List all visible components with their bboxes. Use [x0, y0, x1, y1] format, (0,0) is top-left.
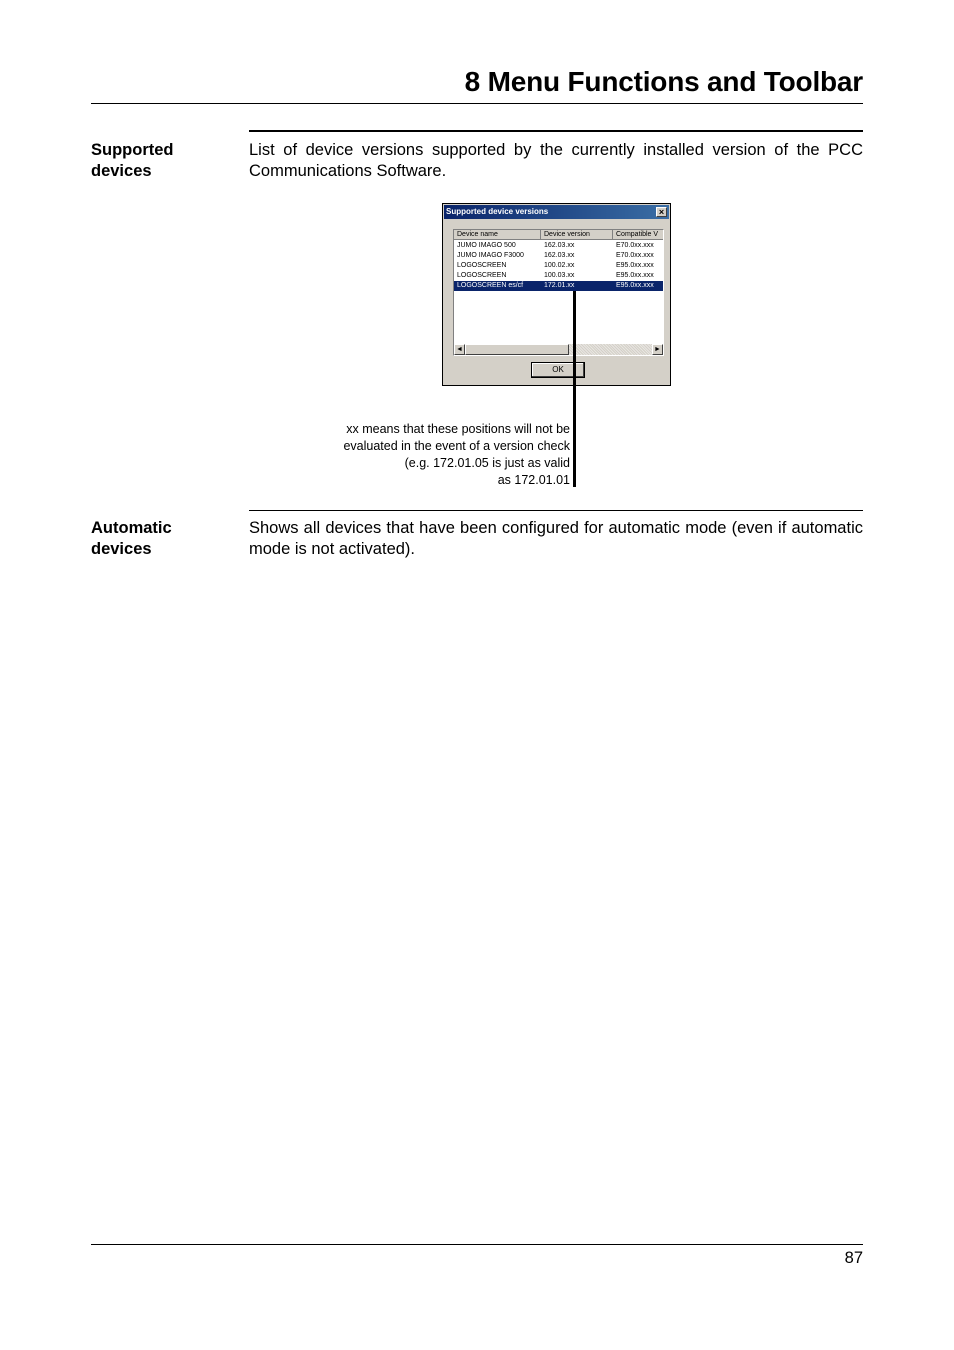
cell-device-version: 100.03.xx: [544, 272, 575, 279]
annotation-line-3: (e.g. 172.01.05 is just as valid: [404, 456, 570, 470]
close-icon[interactable]: ×: [656, 207, 667, 217]
column-header-compatible-version[interactable]: Compatible V: [616, 231, 659, 238]
cell-device-name: LOGOSCREEN es/cf: [457, 282, 524, 289]
footer-divider: [91, 1244, 863, 1245]
dialog-titlebar: [444, 205, 669, 219]
supported-device-versions-dialog: [442, 203, 671, 386]
page-number: 87: [844, 1249, 863, 1267]
term-line-2: devices: [91, 540, 152, 558]
scroll-right-icon[interactable]: ►: [652, 344, 663, 355]
cell-compatible-version: E95.0xx.xxx: [616, 262, 654, 269]
term-line-1: Automatic: [91, 519, 172, 537]
header-divider: [91, 103, 863, 104]
term-line-1: Supported: [91, 141, 174, 159]
term-supported-devices: [91, 140, 241, 182]
list-header: [454, 230, 663, 240]
list-item-selected[interactable]: [454, 281, 663, 291]
column-header-device-name[interactable]: Device name: [454, 230, 541, 240]
cell-device-name: LOGOSCREEN: [457, 262, 507, 269]
dialog-title: Supported device versions: [446, 207, 549, 216]
cell-device-version: 100.02.xx: [544, 262, 575, 269]
section-divider-supported-devices: [249, 130, 863, 132]
cell-compatible-version: E95.0xx.xxx: [616, 272, 654, 279]
cell-device-name: JUMO IMAGO F3000: [457, 252, 524, 259]
chapter-title: 8 Menu Functions and Toolbar: [464, 66, 863, 97]
term-line-2: devices: [91, 162, 152, 180]
cell-compatible-version: E95.0xx.xxx: [616, 282, 654, 289]
cell-device-name: LOGOSCREEN: [457, 272, 507, 279]
scroll-thumb[interactable]: [465, 344, 569, 355]
list-item[interactable]: [454, 241, 663, 251]
device-versions-list[interactable]: [453, 229, 664, 356]
ok-button[interactable]: OK: [531, 362, 585, 378]
list-item[interactable]: [454, 251, 663, 261]
annotation-pointer-line: [573, 291, 576, 487]
cell-device-name: JUMO IMAGO 500: [457, 242, 516, 249]
cell-compatible-version: E70.0xx.xxx: [616, 252, 654, 259]
scroll-left-icon[interactable]: ◄: [454, 344, 465, 355]
list-item[interactable]: [454, 271, 663, 281]
section-divider-automatic-devices: [249, 510, 863, 511]
description-supported-devices: List of device versions supported by the currently installed version of the PCC Communications Software.: [249, 141, 863, 180]
annotation-line-1: xx means that these positions will not be: [346, 422, 570, 436]
horizontal-scrollbar[interactable]: [454, 344, 663, 355]
cell-compatible-version: E70.0xx.xxx: [616, 242, 654, 249]
annotation-line-2: evaluated in the event of a version check: [343, 439, 570, 453]
annotation-line-4: as 172.01.01: [497, 473, 570, 487]
cell-device-version: 162.03.xx: [544, 242, 575, 249]
cell-device-version: 162.03.xx: [544, 252, 575, 259]
column-header-device-version[interactable]: Device version: [541, 230, 613, 240]
term-automatic-devices: [91, 518, 241, 560]
list-item[interactable]: [454, 261, 663, 271]
description-automatic-devices: Shows all devices that have been configured for automatic mode (even if automatic mode is not activated).: [249, 519, 863, 558]
cell-device-version: 172.01.xx: [544, 282, 575, 289]
version-annotation: [290, 421, 570, 489]
